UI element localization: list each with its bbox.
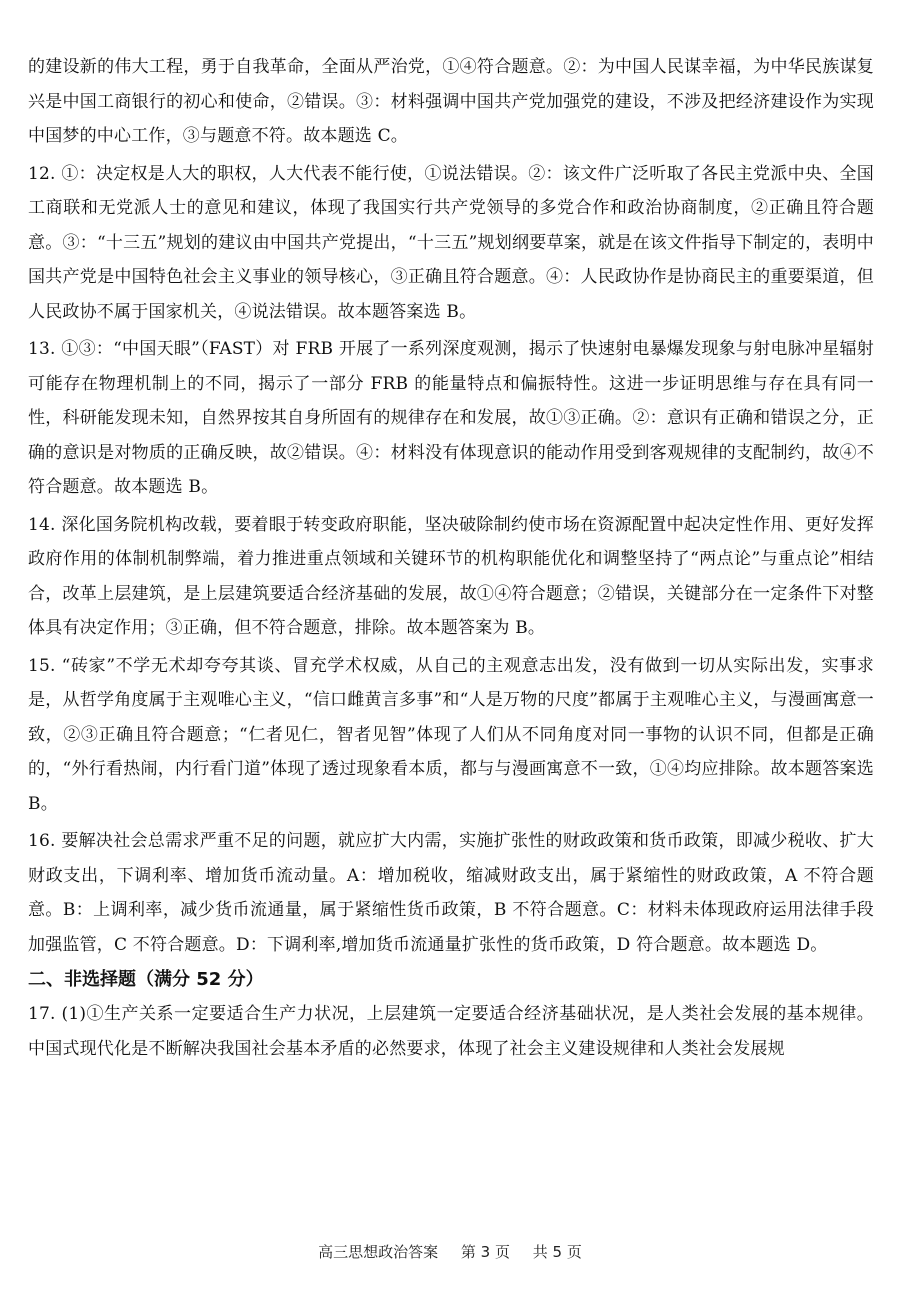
document-page [28, 50, 874, 1069]
answer-paragraph-16: 16. 要解决社会总需求严重不足的问题，就应扩大内需，实施扩张性的财政政策和货币政策，即减少税收、扩大财政支出，下调利率、增加货币流动量。A：增加税收，缩减财政支出，属于紧缩性的财政政策，A 不符合题意。B：上调利率，减少货币流通量，属于紧缩性货币政策，B 不符合题意。C：材料未体现政府运用法律手段加强监管，C 不符合题意。D：下调利率,增加货币流通量扩张性的货币政策，D 符合题意。故本题选 D。 [28, 831, 874, 955]
answer-paragraph-12: 12. ①：决定权是人大的职权，人大代表不能行使，①说法错误。②：该文件广泛听取了各民主党派中央、全国工商联和无党派人士的意见和建议，体现了我国实行共产党领导的多党合作和政治协商制度，②正确且符合题意。③：“十三五”规划的建议由中国共产党提出，“十三五”规划纲要草案，就是在该文件指导下制定的，表明中国共产党是中国特色社会主义事业的领导核心，③正确且符合题意。④：人民政协作是协商民主的重要渠道，但人民政协不属于国家机关，④说法错误。故本题答案选 B。 [28, 163, 874, 322]
answer-paragraph-15: 15. “砖家”不学无术却夸夸其谈、冒充学术权威，从自己的主观意志出发，没有做到一切从实际出发，实事求是，从哲学角度属于主观唯心主义，“信口雌黄言多事”和“人是万物的尺度”都属于主观唯心主义，与漫画寓意一致，②③正确且符合题意；“仁者见仁，智者见智”体现了人们从不同角度对同一事物的认识不同，但都是正确的，“外行看热闹，内行看门道”体现了透过现象看本质，都与与漫画寓意不一致，①④均应排除。故本题答案选 B。 [28, 655, 874, 814]
footer-total-pages: 共 5 页 [532, 1243, 582, 1261]
answer-paragraph-11-continued: 的建设新的伟大工程，勇于自我革命，全面从严治党，①④符合题意。②：为中国人民谋幸福，为中华民族谋复兴是中国工商银行的初心和使命，②错误。③：材料强调中国共产党加强党的建设，不涉及把经济建设作为实现中国梦的中心工作，③与题意不符。故本题选 C。 [28, 57, 874, 146]
section-heading-non-choice: 二、非选择题（满分 52 分） [28, 969, 264, 990]
answer-paragraph-14: 14. 深化国务院机构改载，要着眼于转变政府职能，坚决破除制约使市场在资源配置中起决定性作用、更好发挥政府作用的体制机制弊端，着力推进重点领域和关键环节的机构职能优化和调整坚持了“两点论”与重点论”相结合，改革上层建筑，是上层建筑要适合经济基础的发展，故①④符合题意；②错误，关键部分在一定条件下对整体具有决定作用；③正确，但不符合题意，排除。故本题答案为 B。 [28, 514, 874, 638]
answer-paragraph-17: 17. (1)①生产关系一定要适合生产力状况，上层建筑一定要适合经济基础状况，是人类社会发展的基本规律。中国式现代化是不断解决我国社会基本矛盾的必然要求，体现了社会主义建设规律和人类社会发展规 [28, 1004, 874, 1059]
footer-subject: 高三思想政治答案 [318, 1243, 439, 1261]
answer-paragraph-13: 13. ①③：“中国天眼”（FAST）对 FRB 开展了一系列深度观测，揭示了快速射电暴爆发现象与射电脉冲星辐射可能存在物理机制上的不同，揭示了一部分 FRB 的能量特点和偏振特性。这进一步证明思维与存在具有同一性，科研能发现未知，自然界按其自身所固有的规律存在和发展，故①③正确。②：意识有正确和错误之分，正确的意识是对物质的正确反映，故②错误。④：材料没有体现意识的能动作用受到客观规律的支配制约，故④不符合题意。故本题选 B。 [28, 339, 874, 497]
footer-page-number: 第 3 页 [460, 1243, 510, 1261]
page-footer [0, 1241, 900, 1262]
